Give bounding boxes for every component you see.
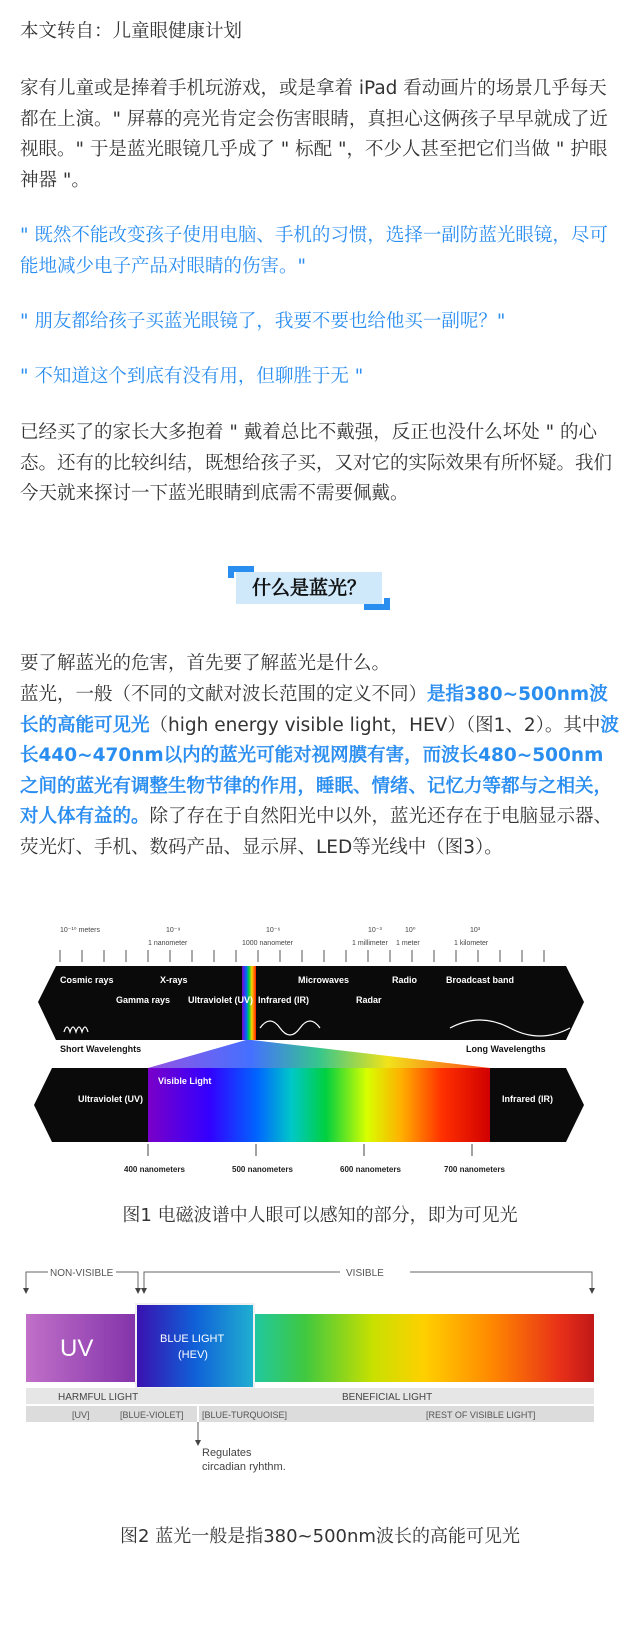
uv-label: UV bbox=[60, 1335, 94, 1362]
quote-2: " 朋友都给孩子买蓝光眼镜了，我要不要也给他买一副呢？" bbox=[20, 311, 506, 332]
scale-label: 10⁻¹⁰ meters bbox=[60, 927, 100, 934]
hev-label: (HEV) bbox=[178, 1349, 208, 1361]
band-label: Microwaves bbox=[298, 975, 350, 985]
band-label: Broadcast band bbox=[446, 975, 515, 985]
band-label: Infrared (IR) bbox=[258, 995, 310, 1005]
scale-sub-label: 1 millimeter bbox=[352, 940, 388, 947]
nm-label: 600 nanometers bbox=[340, 1165, 401, 1174]
quote-1: " 既然不能改变孩子使用电脑、手机的习惯，选择一副防蓝光眼镜，尽可能地减少电子产品对眼睛的伤害。" bbox=[20, 225, 608, 277]
figure-1-spectrum bbox=[20, 918, 600, 1188]
ir-label: Infrared (IR) bbox=[502, 1094, 554, 1104]
scale-label: 10⁻³ bbox=[368, 927, 382, 934]
paragraph-intro: 家有儿童或是捧着手机玩游戏，或是拿着 iPad 看动画片的场景几乎每天都在上演。" 屏幕的亮光肯定会伤害眼睛，真担心这俩孩子早早就成了近视眼。" 于是蓝光眼镜几乎成了 " 标配 "，不少人甚至把它们当做 " 护眼神器 "。 bbox=[20, 78, 608, 191]
band-label: Gamma rays bbox=[116, 995, 171, 1005]
section-title: 什么是蓝光？ bbox=[251, 577, 366, 599]
band-label: X-rays bbox=[160, 975, 188, 985]
row-label: [BLUE-TURQUOISE] bbox=[202, 1410, 288, 1420]
row-label: [REST OF VISIBLE LIGHT] bbox=[426, 1410, 536, 1420]
row-label: [UV] bbox=[72, 1410, 90, 1420]
long-wavelengths-label: Long Wavelengths bbox=[466, 1044, 546, 1054]
band-label: Radar bbox=[356, 995, 382, 1005]
scale-sub-label: 1 meter bbox=[396, 940, 420, 947]
scale-sub-label: 1 kilometer bbox=[454, 940, 489, 947]
scale-label: 10⁰ bbox=[405, 927, 416, 934]
nm-label: 700 nanometers bbox=[444, 1165, 505, 1174]
source-line: 本文转自：儿童眼健康计划 bbox=[20, 21, 243, 42]
paragraph-parents: 已经买了的家长大多抱着 " 戴着总比不戴强，反正也没什么坏处 " 的心态。还有的比较纠结，既想给孩子买，又对它的实际效果有所怀疑。我们今天就来探讨一下蓝光眼睛到底需不需要佩戴。 bbox=[20, 422, 613, 504]
band-label: Radio bbox=[392, 975, 418, 985]
figure-2-caption: 图2 蓝光一般是指380~500nm波长的高能可见光 bbox=[120, 1526, 520, 1547]
non-visible-label: NON-VISIBLE bbox=[50, 1268, 114, 1279]
nm-label: 500 nanometers bbox=[232, 1165, 293, 1174]
short-wavelengths-label: Short Wavelenghts bbox=[60, 1044, 142, 1054]
scale-label: 10³ bbox=[470, 927, 481, 934]
blue-light-label: BLUE LIGHT bbox=[160, 1333, 225, 1345]
row-label: [BLUE-VIOLET] bbox=[120, 1410, 184, 1420]
figure-1-caption: 图1 电磁波谱中人眼可以感知的部分，即为可见光 bbox=[122, 1205, 518, 1226]
scale-sub-label: 1 nanometer bbox=[148, 940, 188, 947]
regulates-label: Regulates circadian ryhthm. bbox=[202, 1447, 286, 1473]
figure-2-blue-light bbox=[20, 1260, 600, 1500]
visible-light-label: Visible Light bbox=[158, 1076, 212, 1086]
band-label: Cosmic rays bbox=[60, 975, 114, 985]
visible-label: VISIBLE bbox=[346, 1268, 384, 1279]
harmful-light-label: HARMFUL LIGHT bbox=[58, 1392, 139, 1403]
scale-label: 10⁻⁶ bbox=[266, 927, 281, 934]
scale-label: 10⁻⁹ bbox=[166, 927, 181, 934]
uv-label: Ultraviolet (UV) bbox=[78, 1094, 144, 1104]
section-heading bbox=[228, 566, 390, 610]
paragraph-what-is-1: 要了解蓝光的危害，首先要了解蓝光是什么。 bbox=[20, 653, 391, 674]
nm-label: 400 nanometers bbox=[124, 1165, 185, 1174]
scale-sub-label: 1000 nanometer bbox=[242, 940, 293, 947]
paragraph-what-is-2: 蓝光，一般（不同的文献对波长范围的定义不同）是指380~500nm波长的高能可见光（high energy visible light，HEV）（图1、2）。其中波长440~470nm以内的蓝光可能对视网膜有害，而波长480~500nm之间的蓝光有调整生物节律的作用，睡眠、情绪、记忆力等都与之相关，对人体有益的。除了存在于自然阳光中以外，蓝光还存在于电脑显示器、荧光灯、手机、数码产品、显示屏、LED等光线中（图3）。 bbox=[20, 684, 619, 858]
quote-3: " 不知道这个到底有没有用，但聊胜于无 " bbox=[20, 366, 364, 387]
band-label: Ultraviolet (UV) bbox=[188, 995, 254, 1005]
beneficial-light-label: BENEFICIAL LIGHT bbox=[342, 1392, 433, 1403]
